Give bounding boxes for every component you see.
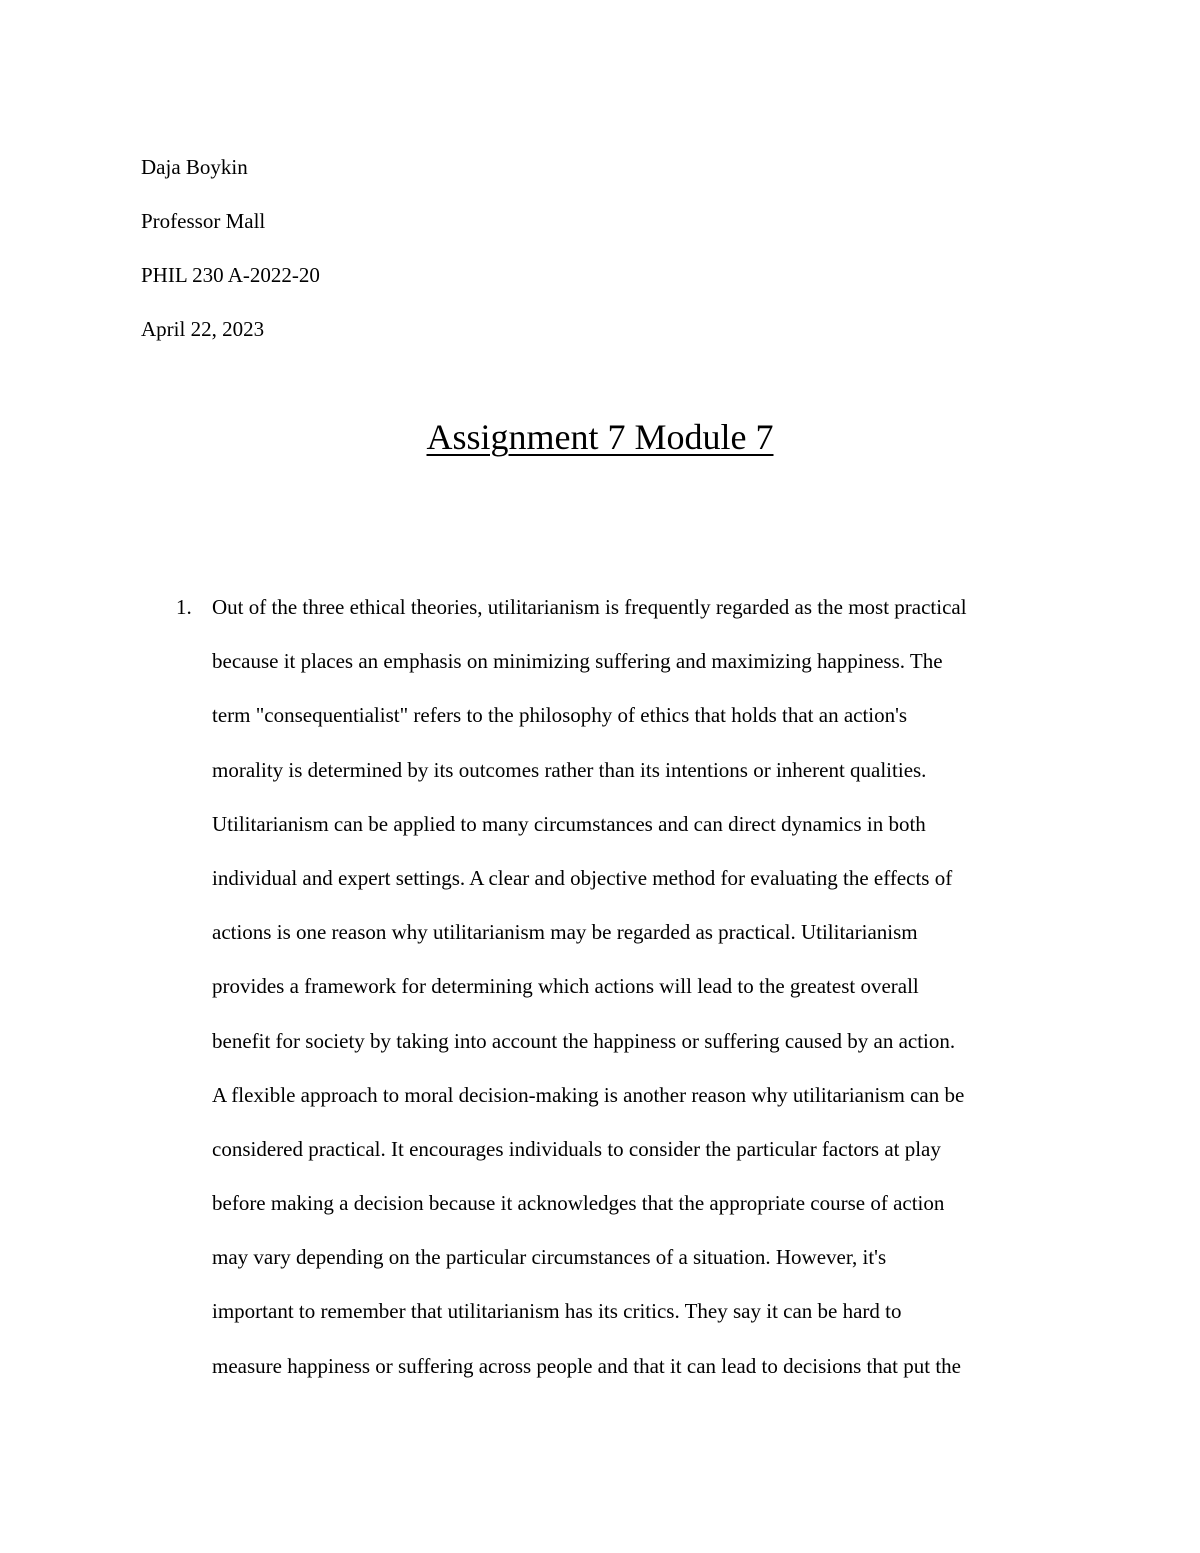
paragraph-line: A flexible approach to moral decision-making is another reason why utilitarianism can be <box>212 1082 965 1107</box>
paragraph-line: term "consequentialist" refers to the philosophy of ethics that holds that an action's <box>212 703 908 728</box>
paragraph-line: important to remember that utilitarianism has its critics. They say it can be hard to <box>212 1299 902 1324</box>
paragraph-line: actions is one reason why utilitarianism may be regarded as practical. Utilitarianism <box>212 920 918 945</box>
paper-heading <box>141 140 641 356</box>
paragraph-line: measure happiness or suffering across people and that it can lead to decisions that put the <box>212 1353 961 1378</box>
student-name: Daja Boykin <box>141 155 248 179</box>
paper-date: April 22, 2023 <box>141 317 265 341</box>
course-code: PHIL 230 A-2022-20 <box>141 263 320 287</box>
answer-paragraph <box>212 592 1072 1405</box>
assignment-title: Assignment 7 Module 7 <box>426 417 774 457</box>
paragraph-line: considered practical. It encourages individuals to consider the particular factors at play <box>212 1136 941 1161</box>
paragraph-line: Utilitarianism can be applied to many circumstances and can direct dynamics in both <box>212 811 926 836</box>
paragraph-line: morality is determined by its outcomes rather than its intentions or inherent qualities. <box>212 757 927 782</box>
paragraph-line: may vary depending on the particular circumstances of a situation. However, it's <box>212 1245 887 1270</box>
paragraph-line: provides a framework for determining which actions will lead to the greatest overall <box>212 974 919 999</box>
paragraph-line: benefit for society by taking into account the happiness or suffering caused by an action. <box>212 1028 956 1053</box>
list-item-number: 1. <box>176 595 192 619</box>
paragraph-line: before making a decision because it acknowledges that the appropriate course of action <box>212 1191 945 1216</box>
paragraph-line: individual and expert settings. A clear and objective method for evaluating the effects of <box>212 865 953 890</box>
paragraph-line: Out of the three ethical theories, utilitarianism is frequently regarded as the most practical <box>212 595 967 619</box>
paragraph-line: because it places an emphasis on minimizing suffering and maximizing happiness. The <box>212 649 943 674</box>
professor-name: Professor Mall <box>141 209 266 233</box>
